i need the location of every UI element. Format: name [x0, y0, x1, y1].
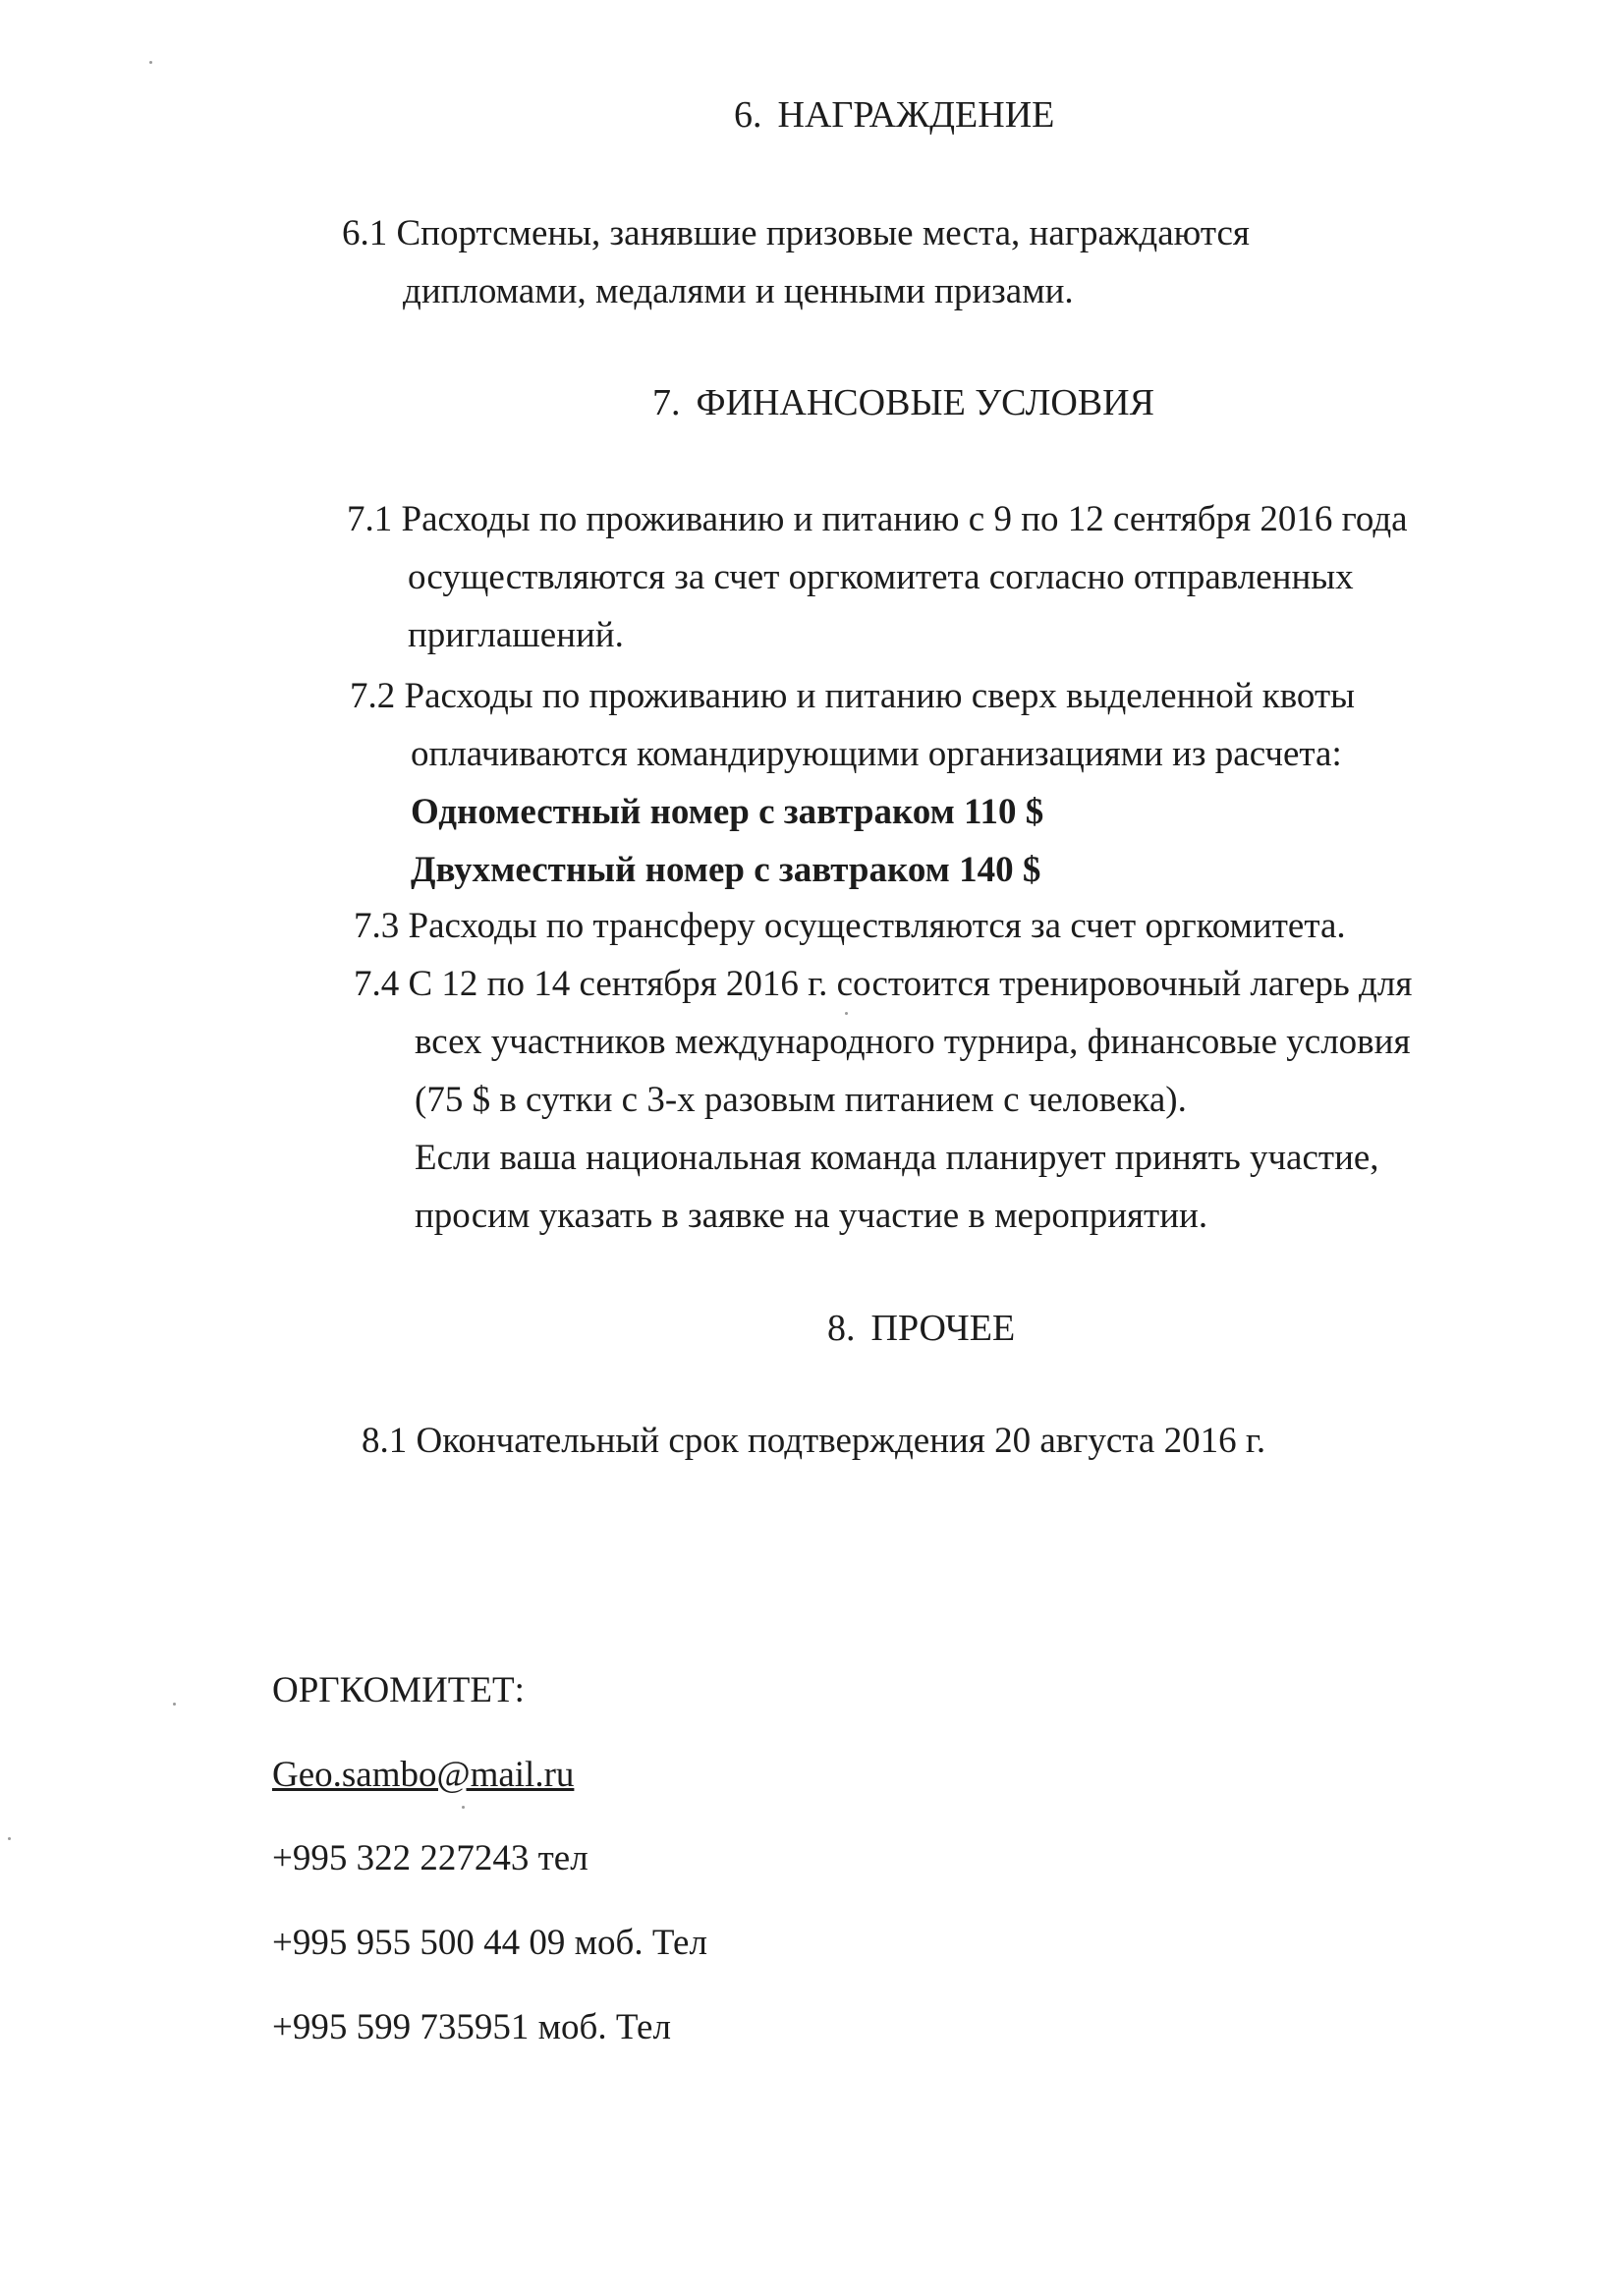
- orgcommittee-email-link[interactable]: Geo.sambo@mail.ru: [272, 1755, 575, 1795]
- item-7-4-line-2: всех участников международного турнира, финансовые условия: [415, 1022, 1411, 1062]
- scan-speck: [462, 1806, 465, 1809]
- section-6-number: 6.: [734, 94, 762, 136]
- section-7-heading: [0, 378, 1624, 427]
- section-7-number: 7.: [652, 382, 681, 423]
- scan-speck: [149, 61, 152, 64]
- item-7-2-line-1: 7.2 Расходы по проживанию и питанию сверх выделенной квоты: [350, 676, 1355, 716]
- item-7-4: [354, 955, 1412, 1245]
- item-7-3: [354, 897, 1346, 955]
- item-7-1: [347, 490, 1408, 664]
- section-8-number: 8.: [827, 1308, 856, 1349]
- item-7-2-single-room: Одноместный номер с завтраком 110 $: [411, 792, 1044, 832]
- item-6-1-line-1: 6.1 Спортсмены, занявшие призовые места, награждаются: [342, 213, 1250, 253]
- section-8-title: ПРОЧЕЕ: [870, 1308, 1016, 1349]
- scan-speck: [845, 1012, 848, 1015]
- section-6-heading: [0, 90, 1624, 140]
- orgcommittee-label: ОРГКОМИТЕТ:: [272, 1670, 525, 1710]
- item-7-3-line-1: 7.3 Расходы по трансферу осуществляются за счет оргкомитета.: [354, 906, 1346, 946]
- item-7-4-line-4: Если ваша национальная команда планирует принять участие,: [415, 1138, 1379, 1178]
- section-6-title: НАГРАЖДЕНИЕ: [777, 94, 1055, 136]
- item-7-1-line-1: 7.1 Расходы по проживанию и питанию с 9 по 12 сентября 2016 года: [347, 499, 1408, 539]
- section-7-title: ФИНАНСОВЫЕ УСЛОВИЯ: [696, 382, 1154, 423]
- item-7-2-double-room: Двухместный номер с завтраком 140 $: [411, 850, 1041, 890]
- item-6-1: [342, 204, 1250, 320]
- item-7-4-line-1: 7.4 С 12 по 14 сентября 2016 г. состоится тренировочный лагерь для: [354, 964, 1413, 1004]
- item-7-1-line-2: осуществляются за счет оргкомитета согласно отправленных: [408, 557, 1354, 597]
- item-7-1-line-3: приглашений.: [408, 615, 624, 655]
- item-7-4-line-3: (75 $ в сутки с 3-х разовым питанием с человека).: [415, 1080, 1187, 1120]
- item-7-4-line-5: просим указать в заявке на участие в мероприятии.: [415, 1196, 1208, 1236]
- scan-speck: [8, 1837, 11, 1840]
- scan-speck: [173, 1703, 176, 1706]
- orgcommittee-phone-2: +995 955 500 44 09 моб. Тел: [272, 1923, 707, 1963]
- orgcommittee-phone-1: +995 322 227243 тел: [272, 1838, 588, 1878]
- item-7-2: [350, 667, 1355, 899]
- orgcommittee-phone-3: +995 599 735951 моб. Тел: [272, 2007, 671, 2047]
- section-8-heading: [0, 1304, 1624, 1353]
- item-6-1-line-2: дипломами, медалями и ценными призами.: [403, 271, 1074, 311]
- item-7-2-line-2: оплачиваются командирующими организациями из расчета:: [411, 734, 1342, 774]
- item-8-1-line-1: 8.1 Окончательный срок подтверждения 20 августа 2016 г.: [362, 1421, 1266, 1461]
- item-8-1: [362, 1412, 1265, 1470]
